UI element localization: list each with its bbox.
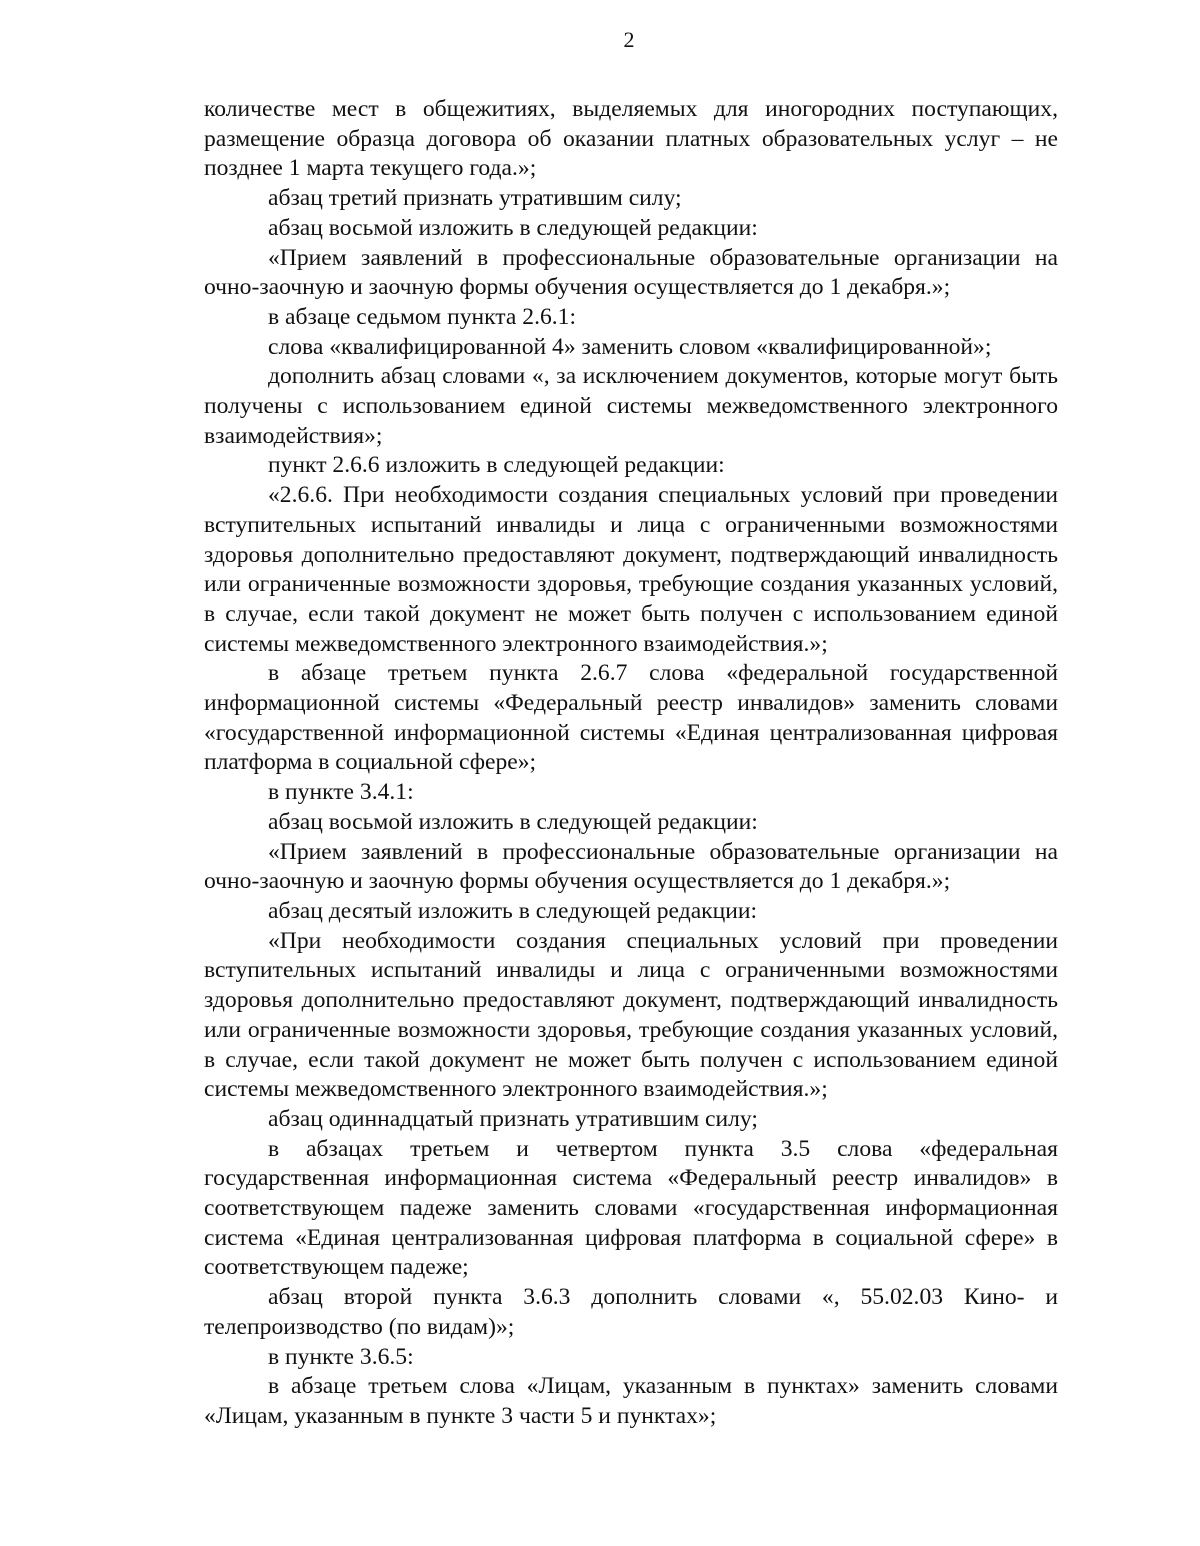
paragraph: абзац восьмой изложить в следующей редакции:: [268, 214, 758, 241]
paragraph: пункт 2.6.6 изложить в следующей редакции:: [268, 452, 725, 479]
paragraph: в абзацах третьем и четвертом пункта 3.5 слова «федеральная государственная информационная система «Федеральный реестр инвалидов» в соответствующем падеже заменить словами «государственная информационная система «Единая централизованная цифровая платформа в социальной сфере» в соответствующем падеже;: [204, 1135, 1058, 1281]
document-body: [204, 95, 1058, 1432]
paragraph: в пункте 3.6.5:: [268, 1343, 414, 1370]
paragraph: в абзаце третьем пункта 2.6.7 слова «федеральной государственной информационной системы «Федеральный реестр инвалидов» заменить словами «государственной информационной системы «Единая централизованная цифровая платформа в социальной сфере»;: [204, 660, 1058, 776]
paragraph: «2.6.6. При необходимости создания специальных условий при проведении вступительных испытаний инвалиды и лица с ограниченными возможностями здоровья дополнительно предоставляют документ, подтверждающий инвалидность или ограниченные возможности здоровья, требующие создания указанных условий, в случае, если такой документ не может быть получен с использованием единой системы межведомственного электронного взаимодействия.»;: [204, 482, 1058, 657]
paragraph: в абзаце третьем слова «Лицам, указанным в пунктах» заменить словами «Лицам, указанным в пункте 3 части 5 и пунктах»;: [204, 1373, 1058, 1429]
paragraph: абзац восьмой изложить в следующей редакции:: [268, 808, 758, 835]
paragraph: абзац третий признать утратившим силу;: [268, 185, 682, 212]
paragraph: абзац десятый изложить в следующей редакции:: [268, 897, 758, 924]
paragraph: «При необходимости создания специальных условий при проведении вступительных испытаний инвалиды и лица с ограниченными возможностями здоровья дополнительно предоставляют документ, подтверждающий инвалидность или ограниченные возможности здоровья, требующие создания указанных условий, в случае, если такой документ не может быть получен с использованием единой системы межведомственного электронного взаимодействия.»;: [204, 927, 1058, 1103]
paragraph: абзац одиннадцатый признать утратившим силу;: [268, 1105, 758, 1132]
page-number: 2: [623, 27, 635, 52]
paragraph: «Прием заявлений в профессиональные образовательные организации на очно-заочную и заочную формы обучения осуществляется до 1 декабря.»;: [204, 244, 1058, 301]
paragraph: дополнить абзац словами «, за исключением документов, которые могут быть получены с использованием единой системы межведомственного электронного взаимодействия»;: [204, 363, 1058, 449]
paragraph: в абзаце седьмом пункта 2.6.1:: [268, 303, 577, 330]
paragraph: слова «квалифицированной 4» заменить словом «квалифицированной»;: [268, 333, 992, 360]
paragraph: в пункте 3.4.1:: [268, 779, 414, 806]
paragraph-continuation: количестве мест в общежитиях, выделяемых для иногородних поступающих, размещение образца договора об оказании платных образовательных услуг – не позднее 1 марта текущего года.»;: [204, 96, 1058, 182]
paragraph: «Прием заявлений в профессиональные образовательные организации на очно-заочную и заочную формы обучения осуществляется до 1 декабря.»;: [204, 838, 1058, 895]
paragraph: абзац второй пункта 3.6.3 дополнить словами «, 55.02.03 Кино- и телепроизводство (по видам)»;: [204, 1284, 1058, 1340]
